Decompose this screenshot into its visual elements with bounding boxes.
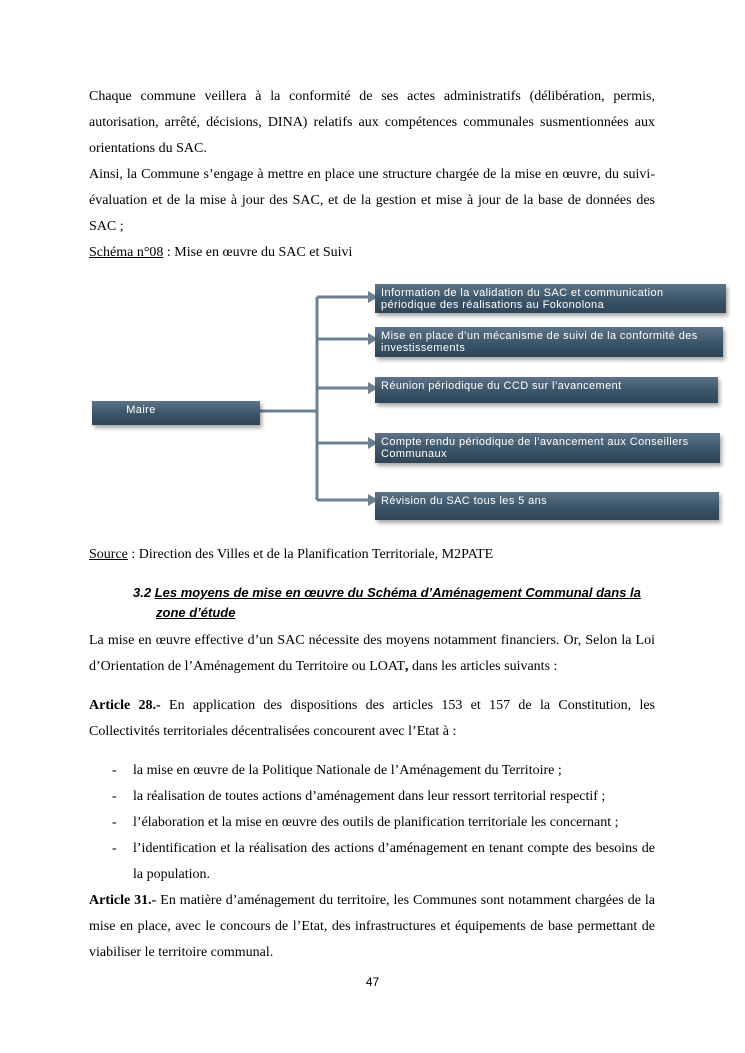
article-28-text: En application des dispositions des articles 153 et 157 de la Constitution, les Collectivités territoriales décentralisées concourent avec l’Etat à : [89, 698, 656, 739]
paragraph-conformite: Chaque commune veillera à la conformité de ses actes administratifs (délibération, permis, autorisation, arrêté, décisions, DINA) relatifs aux compétences communales susmentionnées aux orientations du SAC. [89, 89, 655, 156]
article-28-list [89, 758, 655, 888]
article-31-paragraph [89, 888, 655, 966]
article-28-label: Article 28.- [89, 698, 161, 713]
article-28-paragraph [89, 693, 655, 745]
branch-box-reunion: Réunion périodique du CCD sur l’avancement [375, 377, 718, 403]
source-label: Source [89, 547, 128, 562]
section-title-line2: zone d’étude [156, 605, 236, 620]
schema-caption-text: : Mise en œuvre du SAC et Suivi [163, 245, 353, 260]
section-title-line1: Les moyens de mise en œuvre du Schéma d’Aménagement Communal dans la [154, 585, 641, 600]
branch-box-information: Information de la validation du SAC et communication périodique des réalisations au Fokonolona [375, 284, 726, 313]
schema-label: Schéma n°08 [89, 245, 164, 260]
page-number: 47 [365, 975, 380, 989]
section-heading [133, 583, 655, 623]
section-number: 3.2 [133, 585, 152, 600]
paragraph-structure: Ainsi, la Commune s’engage à mettre en place une structure chargée de la mise en œuvre, du suivi-évaluation et de la mise à jour des SAC, et de la gestion et mise à jour de la base de données des SAC ; [89, 167, 655, 234]
source-text: : Direction des Villes et de la Planification Territoriale, M2PATE [127, 547, 494, 562]
source-line [89, 542, 655, 568]
article-31-label: Article 31.- [89, 893, 157, 908]
branch-box-compte-rendu: Compte rendu périodique de l’avancement aux Conseillers Communaux [375, 433, 720, 463]
intro-paragraph [89, 628, 655, 680]
list-item: - la réalisation de toutes actions d’aménagement dans leur ressort territorial respectif ; [112, 789, 606, 804]
list-item: - l’identification et la réalisation des actions d’aménagement en tenant compte des besoins de la population. [112, 841, 655, 882]
maire-box: Maire [92, 401, 260, 425]
list-item: - la mise en œuvre de la Politique Nationale de l’Aménagement du Territoire ; [112, 763, 562, 778]
schema-caption [89, 240, 655, 266]
intro-tail: dans les articles suivants : [408, 659, 558, 674]
intro-text: La mise en œuvre effective d’un SAC nécessite des moyens notamment financiers. Or, Selon la Loi d’Orientation de l’Aménagement du Territoire ou LOAT [89, 633, 655, 674]
implementation-diagram [88, 283, 728, 523]
article-31-text: En matière d’aménagement du territoire, les Communes sont notamment chargées de la mise en place, avec le concours de l’Etat, des infrastructures et équipements de base permettant de viabiliser le territoire communal. [89, 893, 655, 960]
list-item: - l’élaboration et la mise en œuvre des outils de planification territoriale les concernant ; [112, 815, 619, 830]
branch-box-mecanisme: Mise en place d’un mécanisme de suivi de la conformité des investissements [375, 327, 723, 357]
branch-box-revision: Révision du SAC tous les 5 ans [375, 492, 719, 520]
intro-bold-comma: , [405, 659, 409, 674]
